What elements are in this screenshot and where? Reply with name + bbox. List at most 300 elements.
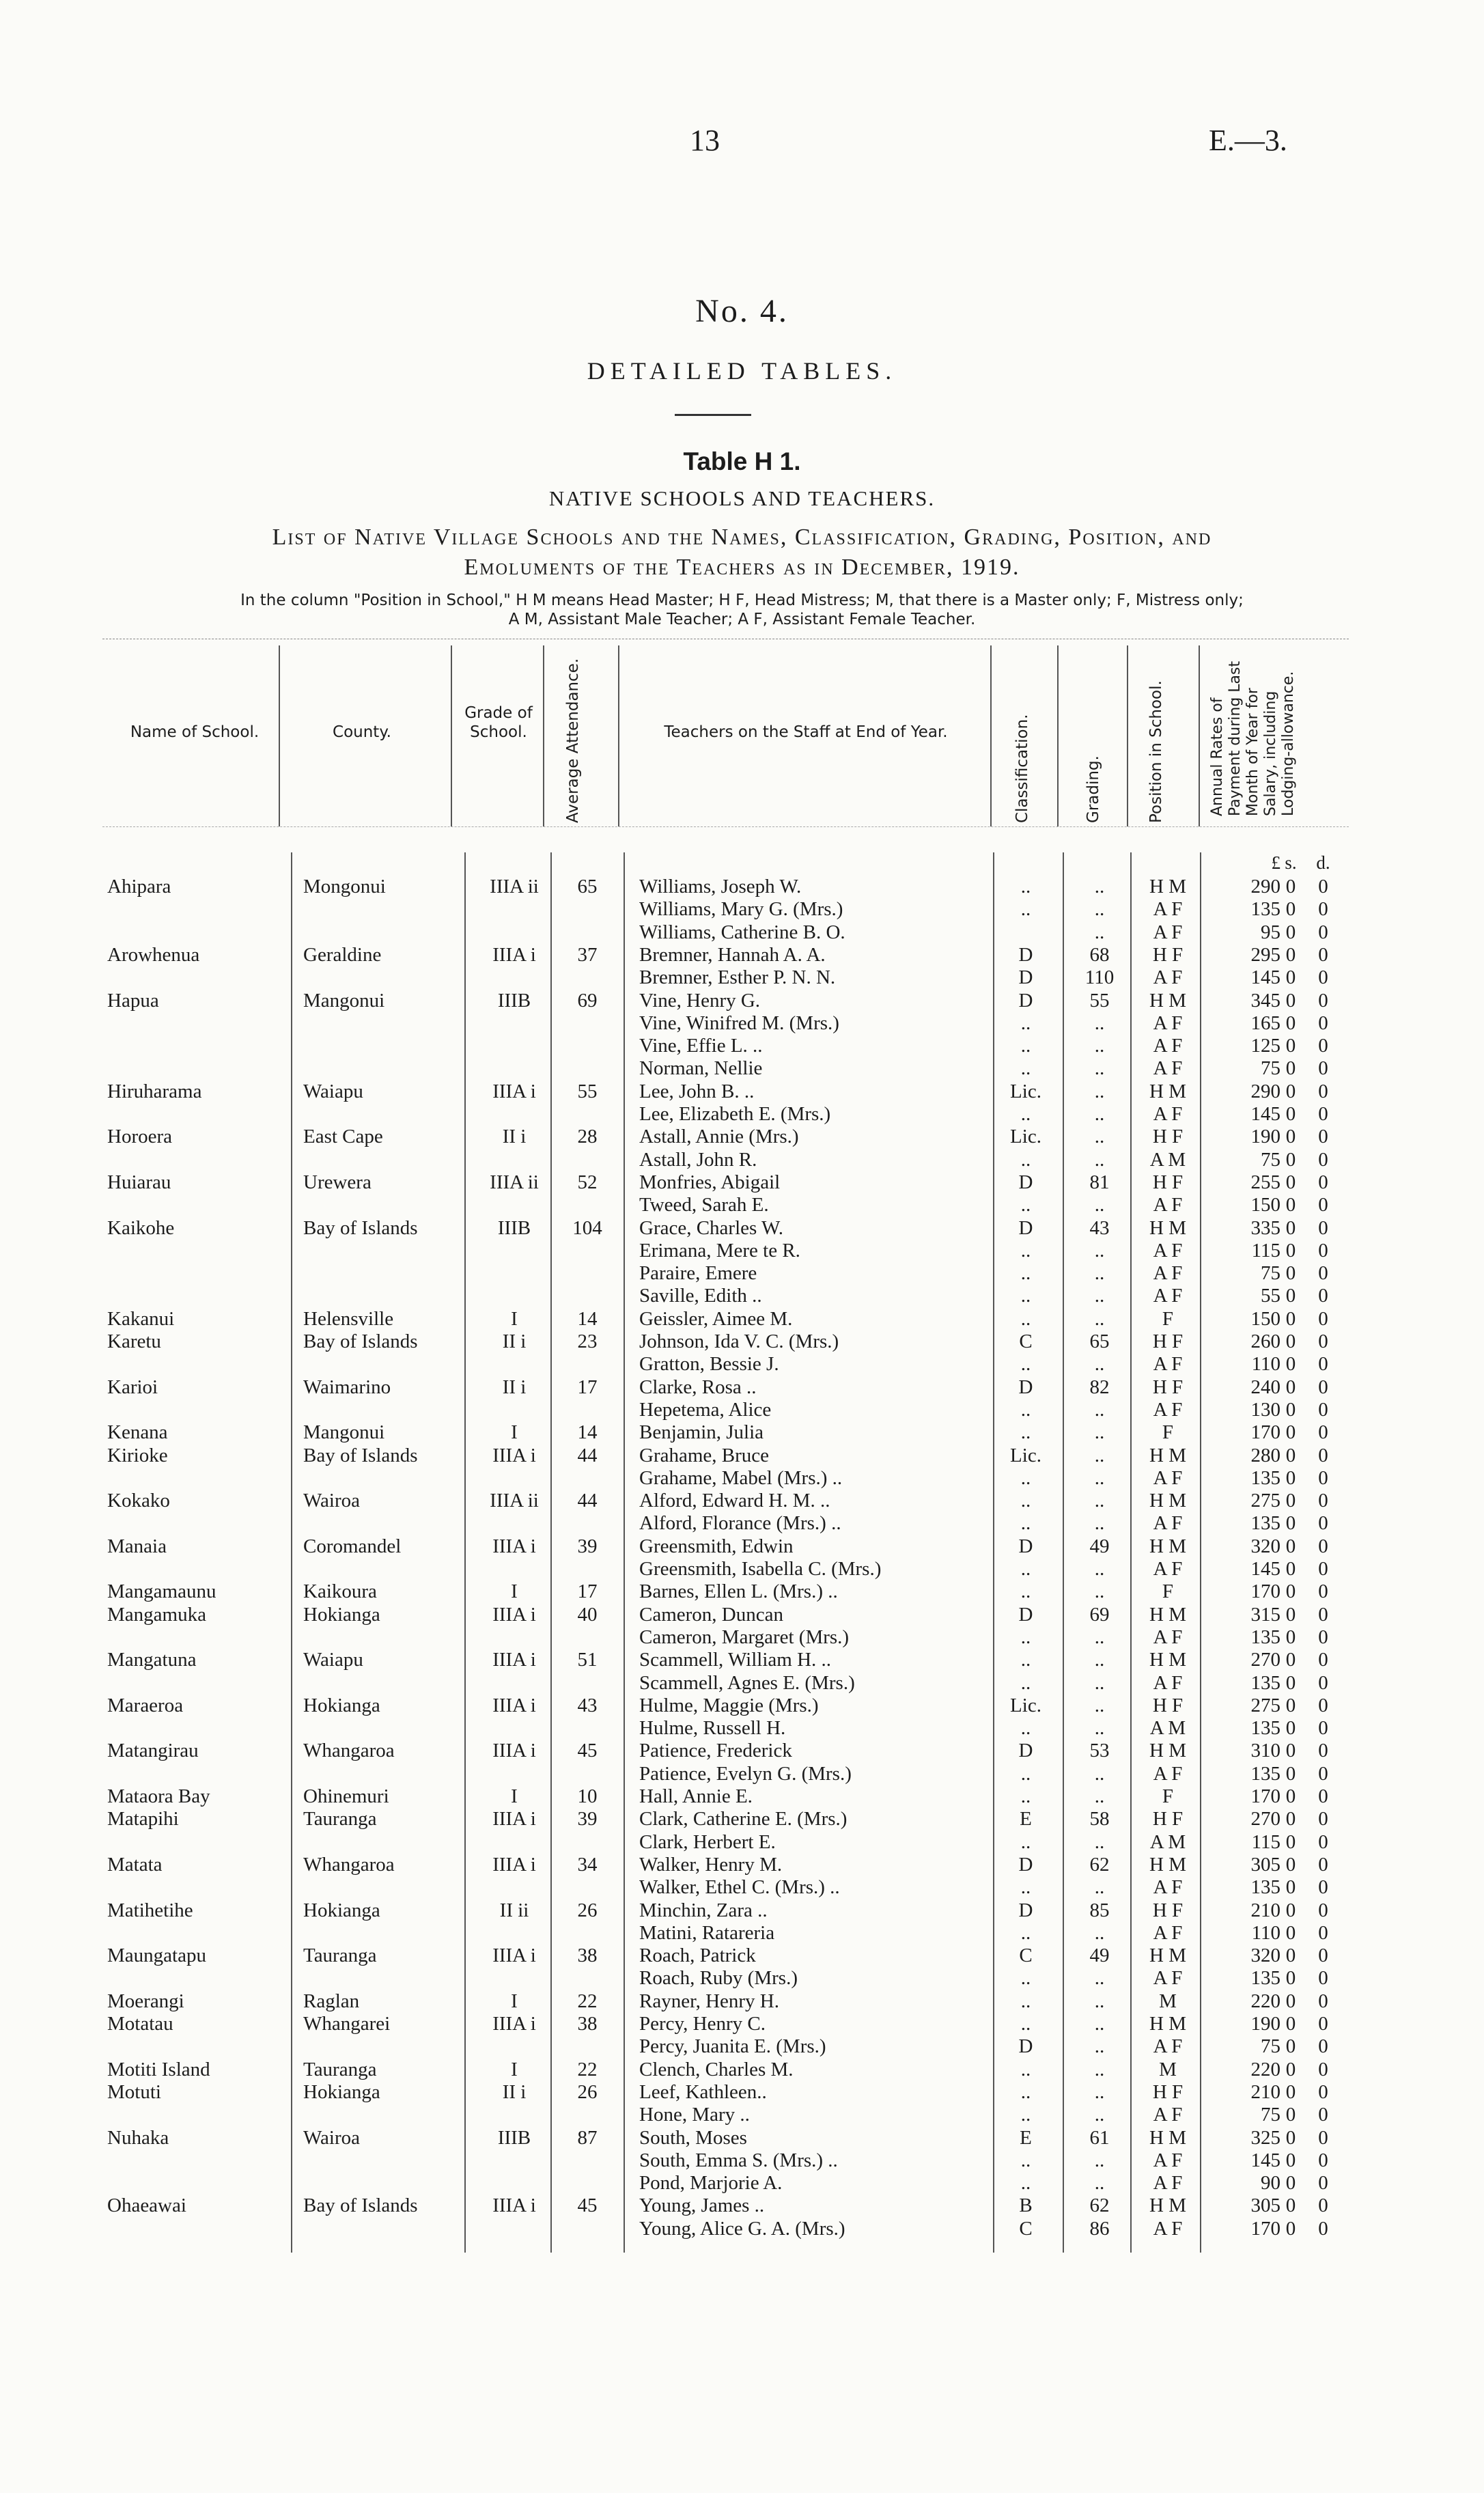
table-row	[0, 1626, 1484, 1648]
school-grade: I	[511, 1785, 518, 1807]
position: A F	[1153, 1762, 1183, 1785]
table-row	[0, 1421, 1484, 1443]
salary-pence: 0	[1318, 2172, 1328, 2195]
average-attendance: 51	[577, 1649, 598, 1671]
header-bottom-rule	[102, 826, 1349, 827]
school-grade: II i	[502, 2080, 527, 2103]
grading: ..	[1094, 1490, 1105, 1512]
salary-pence: 0	[1318, 1307, 1328, 1330]
table-row	[0, 2195, 1484, 2216]
teacher-name: Hall, Annie E.	[639, 1785, 753, 1807]
salary-pence: 0	[1318, 876, 1328, 897]
salary-pounds: 345	[1250, 989, 1280, 1012]
salary-pounds: 280	[1250, 1444, 1280, 1466]
table-row	[0, 990, 1484, 1012]
salary-shillings: 0	[1285, 1762, 1296, 1785]
county-name: Helensville	[303, 1307, 394, 1330]
salary-pounds: 75	[1261, 2104, 1280, 2126]
salary-pence: 0	[1318, 1376, 1328, 1398]
position: H F	[1152, 1376, 1184, 1398]
grading: ..	[1094, 1785, 1105, 1807]
average-attendance: 44	[577, 1444, 598, 1466]
teacher-name: Bremner, Hannah A. A.	[639, 943, 826, 966]
grading: ..	[1094, 1421, 1105, 1444]
position: H M	[1149, 1649, 1186, 1671]
table-row	[0, 2218, 1484, 2240]
salary-pence: 0	[1318, 921, 1328, 943]
average-attendance: 45	[577, 1740, 598, 1762]
salary-shillings: 0	[1285, 2013, 1296, 2035]
salary-pounds: 190	[1250, 2013, 1280, 2035]
classification: ..	[1020, 2013, 1031, 2035]
grading: ..	[1094, 1080, 1105, 1102]
salary-shillings: 0	[1285, 1444, 1296, 1466]
salary-shillings: 0	[1285, 1717, 1296, 1740]
salary-pence: 0	[1318, 1967, 1328, 1990]
salary-pence: 0	[1318, 1762, 1328, 1785]
salary-shillings: 0	[1285, 1421, 1296, 1444]
salary-pounds: 135	[1250, 1717, 1280, 1740]
position: A F	[1153, 1194, 1183, 1216]
grading: 68	[1089, 943, 1110, 966]
classification: D	[1018, 1535, 1033, 1557]
position: A F	[1153, 1239, 1183, 1262]
salary-shillings: 0	[1285, 1194, 1296, 1216]
salary-pence: 0	[1318, 1466, 1328, 1489]
teacher-name: Hepetema, Alice	[639, 1398, 772, 1421]
salary-pounds: 90	[1261, 2172, 1280, 2195]
grading: ..	[1094, 1148, 1105, 1171]
table-row	[0, 1149, 1484, 1171]
position: A F	[1153, 1512, 1183, 1535]
grading: ..	[1094, 1762, 1105, 1785]
position: A F	[1153, 1285, 1183, 1307]
classification: ..	[1020, 1990, 1031, 2012]
salary-pounds: 165	[1250, 1012, 1280, 1034]
school-grade: I	[511, 2058, 518, 2080]
position: A F	[1153, 1398, 1183, 1421]
grading: 62	[1089, 2195, 1110, 2217]
salary-shillings: 0	[1285, 2126, 1296, 2149]
salary-shillings: 0	[1285, 1671, 1296, 1694]
grading: ..	[1094, 1990, 1105, 2012]
salary-pounds: 270	[1250, 1808, 1280, 1830]
classification: ..	[1020, 1035, 1031, 1057]
table-row	[0, 1285, 1484, 1307]
salary-pence: 0	[1318, 1126, 1328, 1148]
county-name: Raglan	[303, 1990, 360, 2012]
teacher-name: Tweed, Sarah E.	[639, 1194, 769, 1216]
grading: ..	[1094, 1921, 1105, 1944]
salary-pence: 0	[1318, 1512, 1328, 1535]
classification: ..	[1020, 1194, 1031, 1216]
classification: ..	[1020, 1262, 1031, 1285]
classification: Lic.	[1010, 1126, 1041, 1148]
salary-pence: 0	[1318, 1035, 1328, 1057]
average-attendance: 38	[577, 1945, 598, 1967]
salary-pounds: 320	[1250, 1945, 1280, 1967]
average-attendance: 40	[577, 1603, 598, 1626]
classification: ..	[1020, 1762, 1031, 1785]
position: H M	[1149, 1535, 1186, 1557]
grading: ..	[1094, 1012, 1105, 1034]
school-name: Motiti Island	[107, 2058, 210, 2080]
position: A F	[1153, 921, 1183, 943]
school-name: Kaikohe	[107, 1216, 175, 1239]
shillings-unit: s.	[1285, 852, 1297, 873]
school-grade: IIIB	[497, 989, 531, 1012]
table-row	[0, 2172, 1484, 2194]
classification: D	[1018, 1603, 1033, 1626]
grading: ..	[1094, 1126, 1105, 1148]
salary-pence: 0	[1318, 1535, 1328, 1557]
grading: ..	[1094, 1035, 1105, 1057]
table-row	[0, 1695, 1484, 1716]
teacher-name: Roach, Patrick	[639, 1945, 756, 1967]
school-name: Arowhenua	[107, 943, 200, 966]
column-rule	[1057, 645, 1059, 826]
teacher-name: Walker, Ethel C. (Mrs.) ..	[639, 1876, 840, 1899]
position: H M	[1149, 989, 1186, 1012]
column-rule	[990, 645, 992, 826]
position: A F	[1153, 1967, 1183, 1990]
table-row	[0, 2035, 1484, 2057]
salary-pounds: 170	[1250, 1580, 1280, 1603]
salary-shillings: 0	[1285, 1239, 1296, 1262]
table-row	[0, 1217, 1484, 1239]
table-row	[0, 898, 1484, 920]
salary-pounds: 135	[1250, 1671, 1280, 1694]
school-grade: IIIA i	[492, 1535, 536, 1557]
salary-pence: 0	[1318, 1671, 1328, 1694]
salary-pounds: 135	[1250, 1512, 1280, 1535]
table-row	[0, 1308, 1484, 1330]
position: H M	[1149, 876, 1186, 897]
salary-pence: 0	[1318, 1216, 1328, 1239]
average-attendance: 17	[577, 1580, 598, 1603]
school-name: Matihetihe	[107, 1899, 193, 1921]
average-attendance: 14	[577, 1307, 598, 1330]
classification: ..	[1020, 898, 1031, 921]
table-row	[0, 1785, 1484, 1807]
average-attendance: 38	[577, 2013, 598, 2035]
county-name: Whangarei	[303, 2013, 391, 2035]
salary-shillings: 0	[1285, 1398, 1296, 1421]
salary-pounds: 75	[1261, 1148, 1280, 1171]
position: A F	[1153, 2035, 1183, 2058]
grading: 62	[1089, 1853, 1110, 1876]
county-name: Bay of Islands	[303, 2195, 418, 2217]
table-row	[0, 1467, 1484, 1489]
position: A F	[1153, 2172, 1183, 2195]
classification: ..	[1020, 1671, 1031, 1694]
table-row	[0, 1535, 1484, 1557]
school-grade: IIIA i	[492, 2195, 536, 2217]
salary-shillings: 0	[1285, 1626, 1296, 1648]
county-name: Waiapu	[303, 1649, 363, 1671]
position: A M	[1149, 1717, 1186, 1740]
table-row	[0, 1808, 1484, 1830]
table-row	[0, 1558, 1484, 1580]
school-grade: IIIA i	[492, 1444, 536, 1466]
position: A F	[1153, 1035, 1183, 1057]
teacher-name: Clench, Charles M.	[639, 2058, 794, 2080]
section-heading: DETAILED TABLES.	[587, 357, 897, 385]
county-name: Wairoa	[303, 2126, 361, 2149]
salary-shillings: 0	[1285, 1603, 1296, 1626]
position: H M	[1149, 1603, 1186, 1626]
table-row	[0, 1831, 1484, 1853]
grading: ..	[1094, 1444, 1105, 1466]
list-title-line-2: Emoluments of the Teachers as in December, 1919.	[464, 555, 1020, 580]
column-rule	[1199, 645, 1200, 826]
salary-pence: 0	[1318, 989, 1328, 1012]
position: H M	[1149, 1853, 1186, 1876]
table-row	[0, 2059, 1484, 2080]
salary-pence: 0	[1318, 2195, 1328, 2217]
position: A F	[1153, 2217, 1183, 2240]
average-attendance: 37	[577, 943, 598, 966]
col-header-school: Name of School.	[130, 723, 260, 741]
classification: ..	[1020, 1103, 1031, 1125]
salary-shillings: 0	[1285, 2149, 1296, 2171]
grading: ..	[1094, 1649, 1105, 1671]
school-name: Matapihi	[107, 1808, 179, 1830]
teacher-name: Astall, John R.	[639, 1148, 757, 1171]
salary-pence: 0	[1318, 2035, 1328, 2058]
school-grade: IIIA ii	[490, 876, 539, 897]
salary-shillings: 0	[1285, 1967, 1296, 1990]
salary-shillings: 0	[1285, 1331, 1296, 1352]
grading: ..	[1094, 1694, 1105, 1716]
classification: D	[1018, 943, 1033, 966]
salary-pence: 0	[1318, 1603, 1328, 1626]
classification: D	[1018, 2035, 1033, 2058]
school-name: Mangatuna	[107, 1649, 197, 1671]
school-grade: IIIA i	[492, 1694, 536, 1716]
school-name: Motuti	[107, 2080, 161, 2103]
salary-pounds: 135	[1250, 898, 1280, 921]
position: H M	[1149, 1216, 1186, 1239]
salary-pence: 0	[1318, 1740, 1328, 1762]
table-row	[0, 876, 1484, 897]
grading: ..	[1094, 2104, 1105, 2126]
salary-pence: 0	[1318, 1331, 1328, 1352]
classification: ..	[1020, 1490, 1031, 1512]
salary-pounds: 115	[1251, 1239, 1280, 1262]
grading: 86	[1089, 2217, 1110, 2240]
county-name: Whangaroa	[303, 1740, 395, 1762]
county-name: Coromandel	[303, 1535, 402, 1557]
school-grade: IIIA i	[492, 1853, 536, 1876]
position: A M	[1149, 1148, 1186, 1171]
classification: ..	[1020, 876, 1031, 897]
teacher-name: Greensmith, Isabella C. (Mrs.)	[639, 1558, 882, 1580]
county-name: Kaikoura	[303, 1580, 377, 1603]
county-name: Mangonui	[303, 989, 385, 1012]
table-row	[0, 1035, 1484, 1057]
grading: ..	[1094, 1239, 1105, 1262]
classification: ..	[1020, 1466, 1031, 1489]
salary-shillings: 0	[1285, 1580, 1296, 1603]
school-grade: IIIA i	[492, 1649, 536, 1671]
teacher-name: Leef, Kathleen..	[639, 2080, 767, 2103]
salary-pence: 0	[1318, 1103, 1328, 1125]
school-name: Karetu	[107, 1331, 161, 1352]
salary-pounds: 130	[1250, 1398, 1280, 1421]
salary-pence: 0	[1318, 2058, 1328, 2080]
school-name: Kokako	[107, 1490, 170, 1512]
teacher-name: Grace, Charles W.	[639, 1216, 783, 1239]
grading: 69	[1089, 1603, 1110, 1626]
salary-pounds: 145	[1250, 966, 1280, 989]
salary-pence: 0	[1318, 1990, 1328, 2012]
teacher-name: Saville, Edith ..	[639, 1285, 762, 1307]
position: A F	[1153, 898, 1183, 921]
school-name: Moerangi	[107, 1990, 184, 2012]
salary-pounds: 275	[1250, 1694, 1280, 1716]
county-name: Bay of Islands	[303, 1444, 418, 1466]
teacher-name: Alford, Florance (Mrs.) ..	[639, 1512, 841, 1535]
table-row	[0, 1922, 1484, 1944]
county-name: Bay of Islands	[303, 1216, 418, 1239]
classification: ..	[1020, 1057, 1031, 1080]
school-grade: II i	[502, 1331, 527, 1352]
salary-shillings: 0	[1285, 1558, 1296, 1580]
county-name: Geraldine	[303, 943, 382, 966]
teacher-name: Hone, Mary ..	[639, 2104, 750, 2126]
salary-pence: 0	[1318, 1012, 1328, 1034]
salary-shillings: 0	[1285, 1535, 1296, 1557]
position: A F	[1153, 1671, 1183, 1694]
teacher-name: Cameron, Margaret (Mrs.)	[639, 1626, 850, 1648]
position: A F	[1153, 1558, 1183, 1580]
table-row	[0, 944, 1484, 966]
school-grade: I	[511, 1990, 518, 2012]
teacher-name: Clark, Herbert E.	[639, 1830, 776, 1853]
classification: C	[1019, 2217, 1033, 2240]
teacher-name: Hulme, Maggie (Mrs.)	[639, 1694, 819, 1716]
table-row	[0, 1103, 1484, 1125]
salary-pounds: 145	[1250, 1103, 1280, 1125]
teacher-name: Clarke, Rosa ..	[639, 1376, 757, 1398]
salary-shillings: 0	[1285, 1490, 1296, 1512]
classification: ..	[1020, 1285, 1031, 1307]
salary-pounds: 305	[1250, 1853, 1280, 1876]
position: A F	[1153, 2104, 1183, 2126]
county-name: Wairoa	[303, 1490, 361, 1512]
salary-pence: 0	[1318, 1580, 1328, 1603]
school-grade: IIIA i	[492, 2013, 536, 2035]
table-row	[0, 1240, 1484, 1262]
salary-pence: 0	[1318, 2217, 1328, 2240]
classification: D	[1018, 1853, 1033, 1876]
table-row	[0, 2149, 1484, 2171]
classification: D	[1018, 1740, 1033, 1762]
grading: 85	[1089, 1899, 1110, 1921]
teacher-name: Williams, Catherine B. O.	[639, 921, 845, 943]
grading: ..	[1094, 1307, 1105, 1330]
salary-shillings: 0	[1285, 1785, 1296, 1807]
county-name: Hokianga	[303, 1899, 380, 1921]
salary-pence: 0	[1318, 898, 1328, 921]
salary-pounds: 290	[1250, 1080, 1280, 1102]
county-name: Ohinemuri	[303, 1785, 389, 1807]
grading: ..	[1094, 1103, 1105, 1125]
school-name: Nuhaka	[107, 2126, 169, 2149]
school-name: Ahipara	[107, 876, 171, 897]
column-rule	[451, 645, 452, 826]
table-row	[0, 2081, 1484, 2103]
county-name: Urewera	[303, 1171, 372, 1193]
county-name: Hokianga	[303, 1694, 380, 1716]
salary-pence: 0	[1318, 1398, 1328, 1421]
salary-pounds: 255	[1250, 1171, 1280, 1193]
position: A F	[1153, 1262, 1183, 1285]
teacher-name: Patience, Frederick	[639, 1740, 792, 1762]
average-attendance: 55	[577, 1080, 598, 1102]
classification: ..	[1020, 2080, 1031, 2103]
salary-pounds: 270	[1250, 1649, 1280, 1671]
salary-pence: 0	[1318, 1785, 1328, 1807]
salary-pence: 0	[1318, 1876, 1328, 1899]
salary-shillings: 0	[1285, 1171, 1296, 1193]
salary-pounds: 190	[1250, 1126, 1280, 1148]
salary-pounds: 110	[1251, 1921, 1280, 1944]
grading: ..	[1094, 1057, 1105, 1080]
salary-pence: 0	[1318, 1921, 1328, 1944]
column-rule	[1127, 645, 1128, 826]
table-row	[0, 1353, 1484, 1375]
salary-pounds: 75	[1261, 1262, 1280, 1285]
salary-shillings: 0	[1285, 1126, 1296, 1148]
col-header-grading: Grading.	[1084, 755, 1102, 823]
table-row	[0, 1854, 1484, 1876]
salary-pence: 0	[1318, 1830, 1328, 1853]
grading: 82	[1089, 1376, 1110, 1398]
table-row	[0, 1376, 1484, 1398]
classification: ..	[1020, 1512, 1031, 1535]
school-name: Mangamaunu	[107, 1580, 216, 1603]
school-grade: IIIA ii	[490, 1490, 539, 1512]
salary-shillings: 0	[1285, 2058, 1296, 2080]
grading: 81	[1089, 1171, 1110, 1193]
teacher-name: Young, Alice G. A. (Mrs.)	[639, 2217, 845, 2240]
grading: 43	[1089, 1216, 1110, 1239]
position: H F	[1152, 1899, 1184, 1921]
table-row	[0, 1194, 1484, 1216]
salary-pounds: 55	[1261, 1285, 1280, 1307]
salary-pence: 0	[1318, 1148, 1328, 1171]
school-name: Hapua	[107, 989, 159, 1012]
salary-pounds: 150	[1250, 1194, 1280, 1216]
salary-pence: 0	[1318, 1171, 1328, 1193]
average-attendance: 10	[577, 1785, 598, 1807]
salary-shillings: 0	[1285, 1694, 1296, 1716]
teacher-name: Erimana, Mere te R.	[639, 1239, 800, 1262]
school-name: Manaia	[107, 1535, 167, 1557]
grading: 49	[1089, 1535, 1110, 1557]
salary-pence: 0	[1318, 966, 1328, 989]
school-grade: IIIA i	[492, 1945, 536, 1967]
classification: Lic.	[1010, 1694, 1041, 1716]
school-name: Maraeroa	[107, 1694, 184, 1716]
table-row	[0, 1399, 1484, 1421]
grading: ..	[1094, 2035, 1105, 2058]
position: F	[1162, 1785, 1174, 1807]
position: A F	[1153, 2149, 1183, 2171]
salary-pence: 0	[1318, 1239, 1328, 1262]
